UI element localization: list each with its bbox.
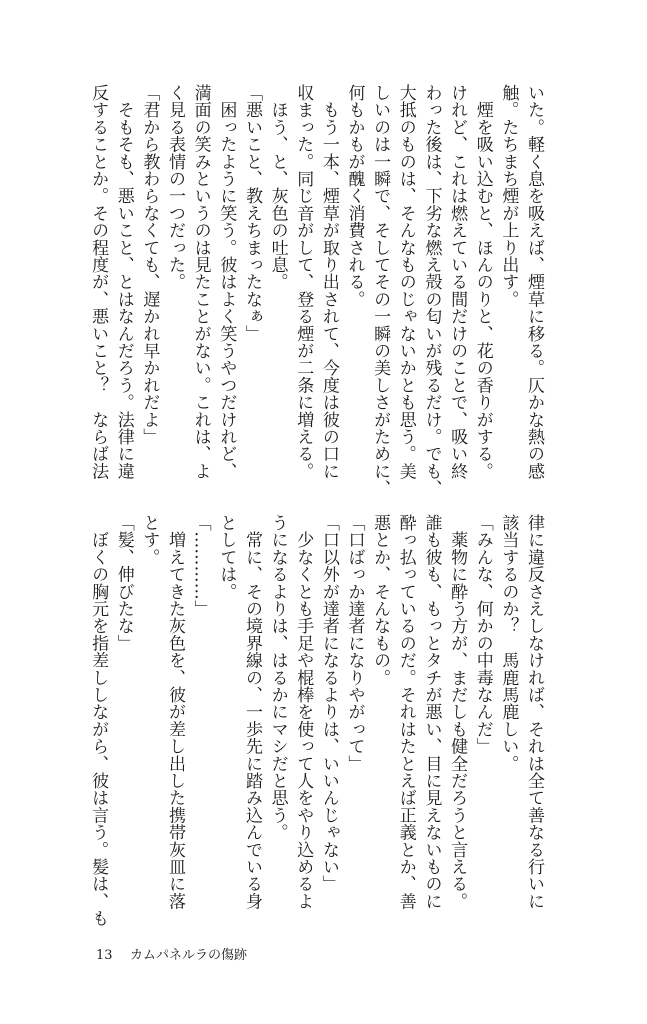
text-column: 触。たちまち煙が上り出す。 <box>498 84 519 308</box>
text-column: としては。 <box>216 514 237 600</box>
page-number: 13 <box>96 948 113 963</box>
text-block-bottom <box>84 514 546 926</box>
text-column: わった後は、下劣な燃え殻の匂いが残るだけ。でも、 <box>421 84 442 497</box>
text-column: 「悪いこと、教えちまったなぁ」 <box>241 84 262 342</box>
text-column: 「口ばっか達者になりやがって」 <box>344 514 365 772</box>
text-column: 薬物に酔う方が、まだしも健全だろうと言える。 <box>447 514 468 910</box>
book-title: カムパネルラの傷跡 <box>130 948 248 963</box>
text-column: く見る表情の一つだった。 <box>165 84 186 291</box>
text-column: 常に、その境界線の、一歩先に踏み込んでいる身 <box>241 514 262 910</box>
text-column: ぼくの胸元を指差ししながら、彼は言う。髪は、も <box>88 514 109 927</box>
text-column: 「髪、伸びたな」 <box>113 514 134 652</box>
text-column: 収まった。同じ音がして、登る煙が二条に増える。 <box>293 84 314 480</box>
text-column: 「口以外が達者になるよりは、いいんじゃない」 <box>318 514 339 893</box>
text-column: 増えてきた灰色を、彼が差し出した携帯灰皿に落 <box>165 514 186 910</box>
text-column: しいのは一瞬で、そしてその一瞬の美しさがために、 <box>370 84 391 497</box>
text-column: 酔っ払っているのだ。それはたとえば正義とか、善 <box>395 514 416 910</box>
text-column: 該当するのか？ 馬鹿馬鹿しい。 <box>498 514 519 772</box>
text-column: 「…………」 <box>190 514 211 618</box>
text-column: 何もかもが醜く消費される。 <box>344 84 365 308</box>
text-column: 誰も彼も、もっとタチが悪い、目に見えないものに <box>421 514 442 910</box>
text-column: 悪とか、そんなもの。 <box>370 514 391 686</box>
text-column: 律に違反さえしなければ、それは全て善なる行いに <box>524 514 544 910</box>
text-column: そもそも、悪いこと、とはなんだろう。法律に違 <box>113 84 134 480</box>
text-column: 反することか。その程度が、悪いこと？ ならば法 <box>88 84 109 480</box>
text-block-top <box>84 84 546 496</box>
text-column: もう一本、煙草が取り出されて、今度は彼の口に <box>318 84 339 480</box>
text-column: 大抵のものは、そんなものじゃないかとも思う。美 <box>395 84 416 480</box>
text-column: 「君から教わらなくても、遅かれ早かれだよ」 <box>139 84 160 446</box>
text-column: ほう、と、灰色の吐息。 <box>267 84 288 291</box>
text-column: けれど、これは燃えている間だけのことで、吸い終 <box>447 84 468 480</box>
text-column: とす。 <box>139 514 160 566</box>
text-column: 困ったように笑う。彼はよく笑うやつだけれど、 <box>216 84 237 480</box>
text-column: 煙を吸い込むと、ほんのりと、花の香りがする。 <box>472 84 493 480</box>
text-column: 少なくとも手足や棍棒を使って人をやり込めるよ <box>293 514 314 910</box>
text-column: 満面の笑みというのは見たことがない。これは、よ <box>190 84 211 480</box>
page-footer <box>96 944 247 963</box>
text-column: 「みんな、何かの中毒なんだ」 <box>472 514 493 755</box>
text-column: いた。軽く息を吸えば、煙草に移る。仄かな熱の感 <box>524 84 544 480</box>
text-column: うになるよりは、はるかにマシだと思う。 <box>267 514 288 841</box>
